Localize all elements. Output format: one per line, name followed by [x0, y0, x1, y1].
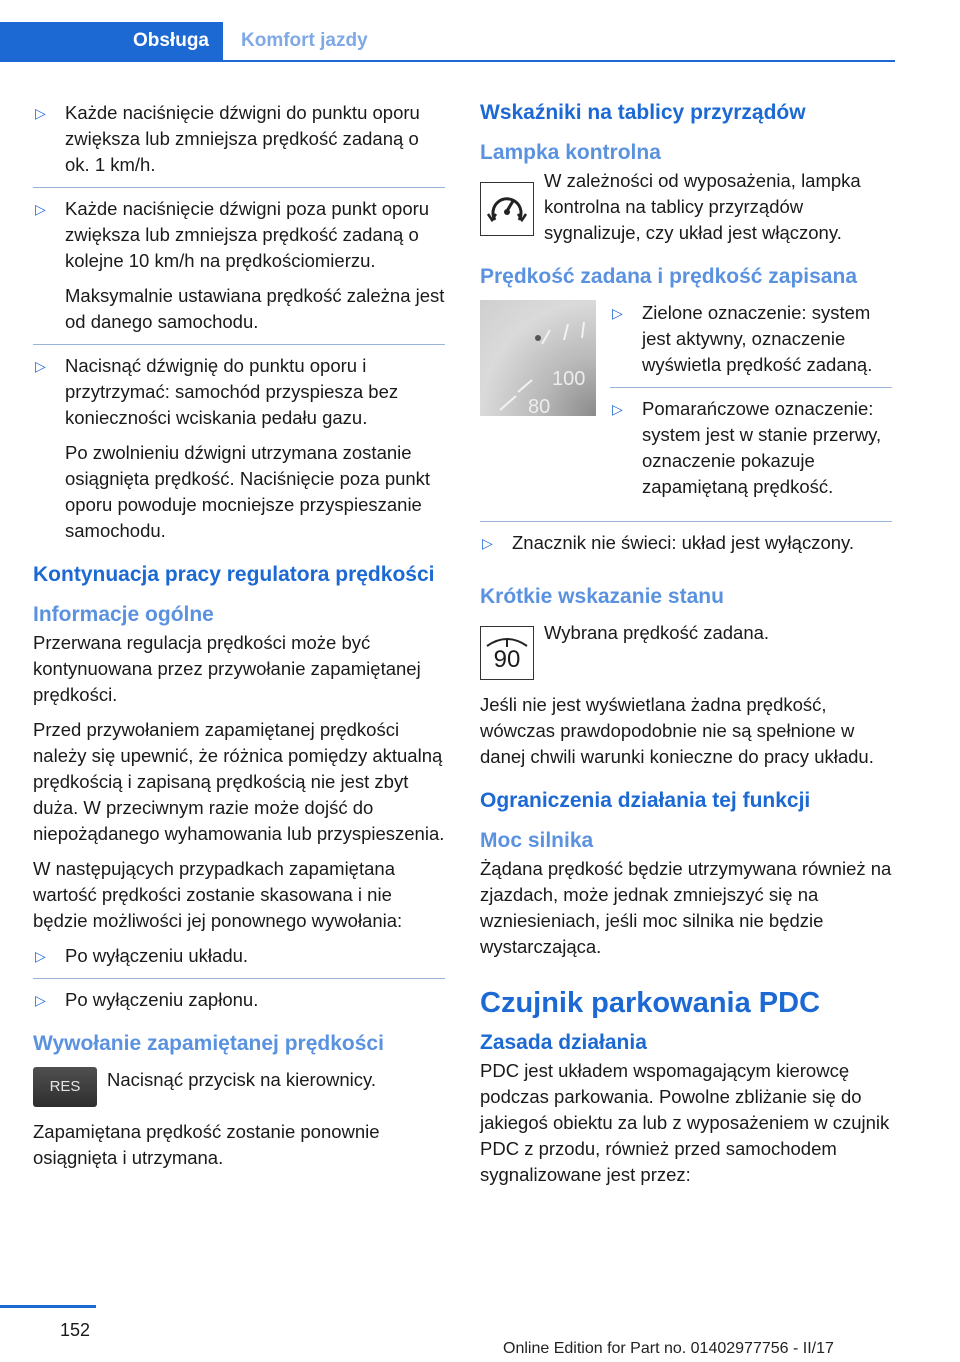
divider — [33, 187, 445, 188]
speedo-label-100: 100 — [552, 368, 586, 390]
triangle-bullet-icon: ▷ — [35, 992, 46, 1008]
triangle-bullet-icon: ▷ — [612, 305, 623, 321]
list-item-continuation: Maksymalnie ustawiana prędkość zależna jest od danego samochodu. — [65, 285, 445, 332]
status-text: Wybrana prędkość zadana. — [544, 622, 770, 643]
list-item-continuation: Po zwolnieniu dźwigni utrzymana zostanie osiągnięta prędkość. Naciśnięcie poza punkt oporu powoduje mocniejsze przyspieszanie samochodu. — [65, 442, 431, 541]
paragraph: Zapamiętana prędkość zostanie ponownie osiągnięta i utrzymana. — [33, 1121, 380, 1168]
divider — [610, 387, 892, 388]
lamp-row — [480, 168, 892, 246]
page-number: 152 — [60, 1320, 91, 1340]
triangle-bullet-icon: ▷ — [35, 201, 46, 217]
res-button-icon: RES — [33, 1067, 97, 1107]
paragraph: PDC jest układem wspomagającym kierowcę podczas parkowania. Powolne zbliżanie się do jakiegoś obiektu za lub z wyposażeniem w czujnik PDC z przodu, również przed samochodem sygnalizowane jest przez: — [480, 1060, 890, 1185]
triangle-bullet-icon: ▷ — [612, 401, 623, 417]
triangle-bullet-icon: ▷ — [35, 105, 46, 121]
heading-indicators: Wskaźniki na tablicy przyrządów — [480, 101, 806, 124]
heading-speed: Prędkość zadana i prędkość zapisana — [480, 265, 857, 288]
left-column — [33, 100, 445, 1180]
divider — [480, 521, 892, 522]
res-instruction-text: Nacisnąć przycisk na kierownicy. — [107, 1069, 377, 1090]
speedometer-image — [480, 300, 596, 416]
speedo-label-80: 80 — [528, 396, 551, 416]
heading-pdc: Czujnik parkowania PDC — [480, 987, 821, 1019]
list-item: ▷ Każde naciśnięcie dźwigni poza punkt oporu zwiększa lub zmniejsza prędkość zadaną o kolejne 10 km/h na prędkościomierzu. — [35, 198, 430, 271]
status-row — [480, 620, 892, 680]
list-item: ▷ Każde naciśnięcie dźwigni do punktu oporu zwiększa lub zmniejsza prędkość zadaną o ok. 1 km/h. — [35, 102, 420, 175]
list-item: ▷ Po wyłączeniu układu. — [33, 943, 445, 969]
right-column — [480, 100, 892, 1197]
footer-rule — [0, 1305, 96, 1308]
header-tabs — [0, 22, 895, 62]
speed-row — [480, 300, 892, 509]
paragraph: Żądana prędkość będzie utrzymywana również na zjazdach, może jednak zmniejszyć się na wzniesieniach, jeśli moc silnika nie będzie wystarczająca. — [480, 858, 892, 957]
speed-status-icon: 90 — [480, 626, 534, 680]
list-item: ▷ Nacisnąć dźwignię do punktu oporu i przytrzymać: samochód przyspiesza bez konieczności wciskania pedału gazu. — [35, 355, 399, 428]
paragraph: Przed przywołaniem zapamiętanej prędkości należy się upewnić, że różnica pomiędzy aktualną prędkością i zapisaną prędkością nie jest zbyt duża. W przeciwnym razie może dojść do niepożądanego wyhamowania lub przyspieszenia. — [33, 719, 445, 844]
list-item: ▷ Zielone oznaczenie: system jest aktywny, oznaczenie wyświetla prędkość zadaną. — [612, 302, 873, 375]
heading-continue: Kontynuacja pracy regulatora prędkości — [33, 563, 435, 586]
heading-general: Informacje ogólne — [33, 603, 214, 626]
tab-komfort-jazdy[interactable]: Komfort jazdy — [241, 30, 368, 51]
list-item: ▷ Po wyłączeniu zapłonu. — [33, 987, 445, 1013]
triangle-bullet-icon: ▷ — [482, 535, 493, 551]
res-instruction — [33, 1067, 445, 1107]
heading-principle: Zasada działania — [480, 1031, 647, 1054]
paragraph: W następujących przypadkach zapamiętana wartość prędkości zostanie skasowana i nie będzie możliwości jej ponownego wywołania: — [33, 858, 403, 931]
list-item: ▷ Znacznik nie świeci: układ jest wyłączony. — [480, 530, 892, 556]
divider — [33, 344, 445, 345]
paragraph: Jeśli nie jest wyświetlana żadna prędkość, wówczas prawdopodobnie nie są spełnione w danej chwili warunki konieczne do pracy układu. — [480, 694, 874, 767]
heading-lamp: Lampka kontrolna — [480, 141, 661, 164]
triangle-bullet-icon: ▷ — [35, 948, 46, 964]
speed-list — [610, 300, 892, 509]
lamp-text: W zależności od wyposażenia, lampka kontrolna na tablicy przyrządów sygnalizuje, czy układ jest włączony. — [544, 170, 861, 243]
list-item: ▷ Pomarańczowe oznaczenie: system jest w stanie przerwy, oznaczenie pokazuje zapamiętaną prędkość. — [612, 398, 882, 497]
edition-note: Online Edition for Part no. 01402977756 - II/17 — [503, 1340, 834, 1357]
heading-status: Krótkie wskazanie stanu — [480, 585, 724, 608]
heading-limits: Ograniczenia działania tej funkcji — [480, 789, 811, 812]
cruise-control-icon — [480, 182, 534, 236]
heading-engine: Moc silnika — [480, 829, 594, 852]
paragraph: Przerwana regulacja prędkości może być kontynuowana przez przywołanie zapamiętanej prędkości. — [33, 632, 421, 705]
heading-recall: Wywołanie zapamiętanej prędkości — [33, 1032, 384, 1055]
tab-obsluga[interactable]: Obsługa — [0, 22, 223, 60]
divider — [33, 978, 445, 979]
triangle-bullet-icon: ▷ — [35, 358, 46, 374]
